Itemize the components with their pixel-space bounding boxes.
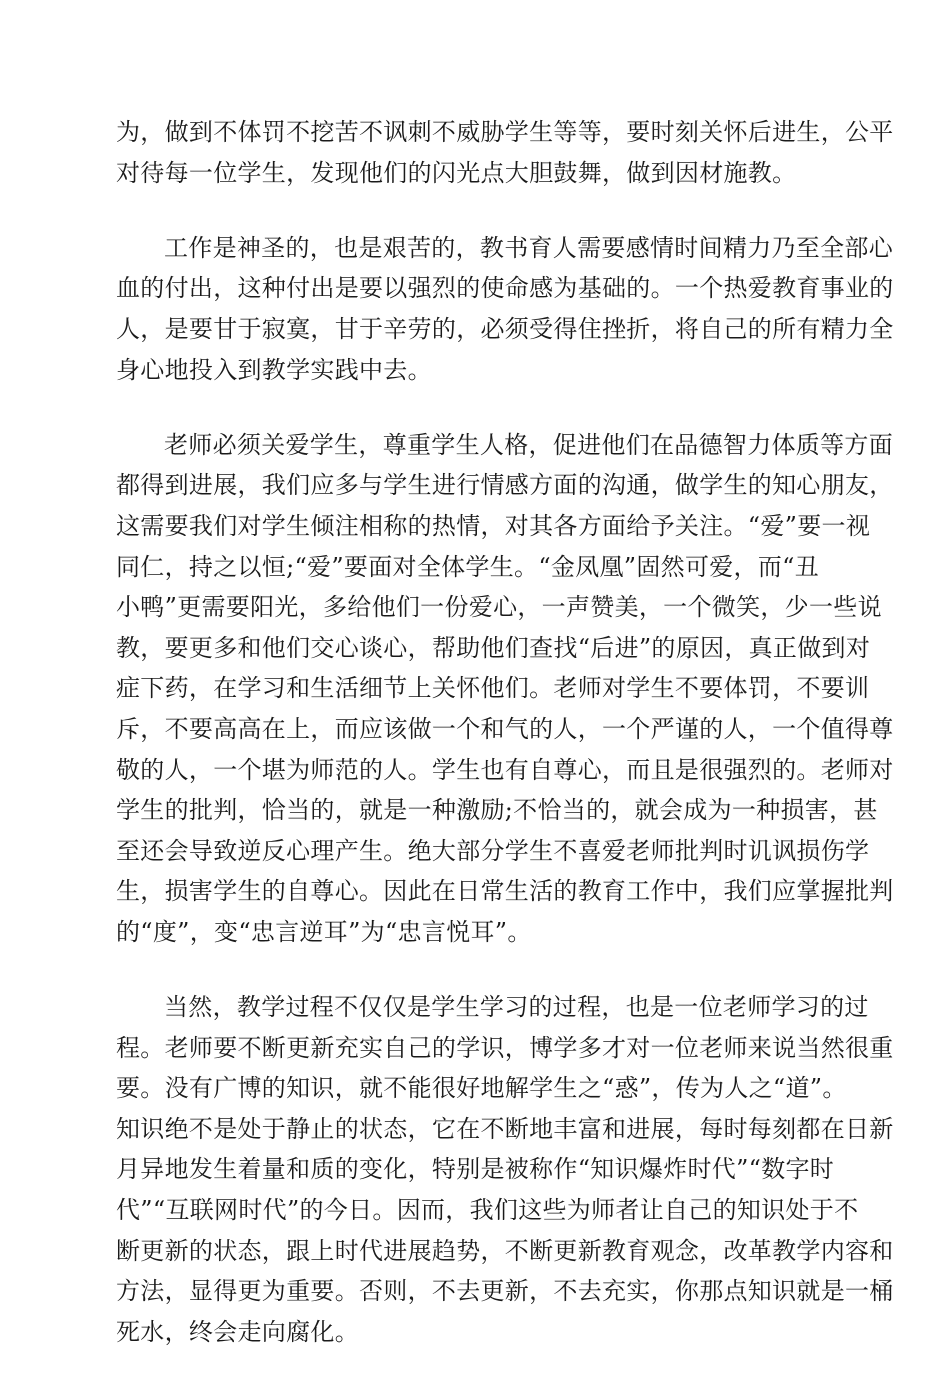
paragraph-3 [116,425,894,953]
text-line: 同仁，持之以恒;“爱”要面对全体学生。“金凤凰”固然可爱，而“丑 [116,552,820,581]
text-line: 的“度”，变“忠言逆耳”为“忠言悦耳”。 [116,917,532,946]
text-line: 敬的人，一个堪为师范的人。学生也有自尊心，而且是很强烈的。老师对 [116,755,894,784]
text-line: 为，做到不体罚不挖苦不讽刺不威胁学生等等，要时刻关怀后进生，公平 [116,118,894,146]
paragraph-2 [116,228,894,390]
text-line: 人，是要甘于寂寞，甘于辛劳的，必须受得住挫折，将自己的所有精力全 [116,314,894,343]
paragraph-4 [116,987,894,1352]
text-line: 这需要我们对学生倾注相称的热情，对其各方面给予关注。“爱”要一视 [116,511,871,540]
text-line: 当然，教学过程不仅仅是学生学习的过程，也是一位老师学习的过 [164,993,869,1022]
text-line: 学生的批判，恰当的，就是一种激励;不恰当的，就会成为一种损害，甚 [116,796,878,825]
text-line: 斥，不要高高在上，而应该做一个和气的人，一个严谨的人，一个值得尊 [116,714,894,743]
text-line: 至还会导致逆反心理产生。绝大部分学生不喜爱老师批判时讥讽损伤学 [116,836,870,865]
text-line: 知识绝不是处于静止的状态，它在不断地丰富和进展，每时每刻都在日新 [116,1114,894,1143]
paragraph-1 [116,112,894,193]
text-line: 对待每一位学生，发现他们的闪光点大胆鼓舞，做到因材施教。 [116,158,797,187]
text-line: 都得到进展，我们应多与学生进行情感方面的沟通，做学生的知心朋友， [116,471,894,500]
text-line: 血的付出，这种付出是要以强烈的使命感为基础的。一个热爱教育事业的 [116,274,894,303]
text-line: 断更新的状态，跟上时代进展趋势，不断更新教育观念，改革教学内容和 [116,1236,894,1265]
text-line: 月异地发生着量和质的变化，特别是被称作“知识爆炸时代”“数字时 [116,1155,835,1184]
text-line: 代”“互联网时代”的今日。因而，我们这些为师者让自己的知识处于不 [116,1196,859,1225]
text-line: 死水，终会走向腐化。 [116,1317,359,1346]
text-line: 教，要更多和他们交心谈心，帮助他们查找“后进”的原因，真正做到对 [116,633,871,662]
text-line: 小鸭”更需要阳光，多给他们一份爱心，一声赞美，一个微笑，少一些说 [116,593,882,622]
text-line: 程。老师要不断更新充实自己的学识，博学多才对一位老师来说当然很重 [116,1033,894,1062]
text-line: 方法，显得更为重要。否则，不去更新，不去充实，你那点知识就是一桶 [116,1277,894,1306]
text-line: 要。没有广博的知识，就不能很好地解学生之“惑”，传为人之“道”。 [116,1074,847,1103]
text-line: 身心地投入到教学实践中去。 [116,355,432,384]
text-line: 症下药，在学习和生活细节上关怀他们。老师对学生不要体罚，不要训 [116,674,870,703]
text-line: 工作是神圣的，也是艰苦的，教书育人需要感情时间精力乃至全部心 [164,233,893,262]
document-body [116,112,894,1387]
text-line: 生，损害学生的自尊心。因此在日常生活的教育工作中，我们应掌握批判 [116,877,894,906]
text-line: 老师必须关爱学生，尊重学生人格，促进他们在品德智力体质等方面 [164,430,893,459]
